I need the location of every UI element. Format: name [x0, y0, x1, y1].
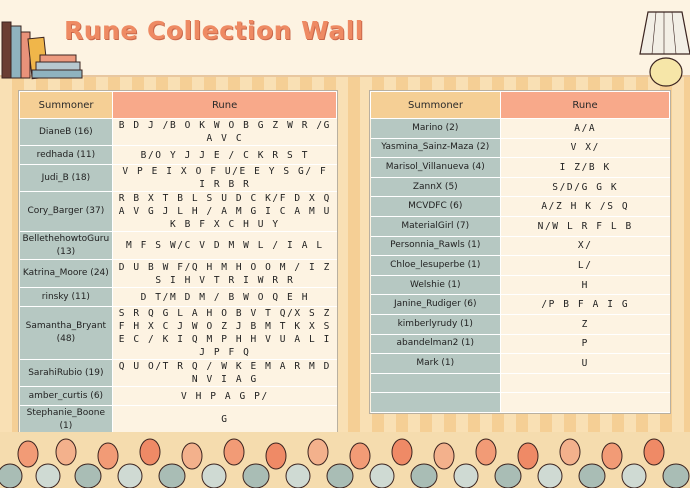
rune-cell: V X/ — [501, 138, 670, 158]
summoner-cell: Marisol_Villanueva (4) — [371, 158, 501, 178]
table-row — [371, 197, 670, 217]
table-row — [20, 387, 337, 406]
rune-cell: H — [501, 275, 670, 295]
table-row — [371, 354, 670, 374]
summoner-cell: abandelman2 (1) — [371, 334, 501, 354]
rune-cell — [501, 373, 670, 393]
summoner-cell: kimberlyrudy (1) — [371, 314, 501, 334]
rune-cell: B D J /B O K W O B G Z W R /G A V C — [113, 119, 337, 146]
table-row — [371, 275, 670, 295]
rune-cell: /P B F A I G — [501, 295, 670, 315]
table-row — [20, 307, 337, 360]
summoner-cell — [371, 373, 501, 393]
rune-cell: V H P A G P/ — [113, 387, 337, 406]
rune-cell: U — [501, 354, 670, 374]
summoner-cell: SarahiRubio (19) — [20, 360, 113, 387]
summoner-cell: Mark (1) — [371, 354, 501, 374]
table-row — [20, 146, 337, 165]
table-row — [371, 158, 670, 178]
summoner-cell: amber_curtis (6) — [20, 387, 113, 406]
table-header-row — [20, 92, 337, 119]
rune-cell — [501, 393, 670, 413]
rune-cell: Q U O/T R Q / W K E M A R M D N V I A G — [113, 360, 337, 387]
rune-cell: X/ — [501, 236, 670, 256]
summoner-cell: Marino (2) — [371, 119, 501, 139]
left-rune-table-panel — [18, 90, 338, 463]
summoner-column-header: Summoner — [20, 92, 113, 119]
table-header-row — [371, 92, 670, 119]
summoner-cell: Chloe_lesuperbe (1) — [371, 256, 501, 276]
table-row — [20, 119, 337, 146]
table-row — [371, 236, 670, 256]
right-rune-table — [370, 91, 670, 413]
summoner-cell: Personnia_Rawls (1) — [371, 236, 501, 256]
table-row — [20, 232, 337, 260]
summoner-cell: Katrina_Moore (24) — [20, 260, 113, 288]
summoner-cell: Judi_B (18) — [20, 165, 113, 192]
table-row — [371, 295, 670, 315]
rune-cell: N/W L R F L B — [501, 216, 670, 236]
summoner-cell: Welshie (1) — [371, 275, 501, 295]
right-rune-table-panel — [369, 90, 671, 414]
rune-cell: R B X T B L S U D C K/F D X Q A V G J L H / A M G I C A M U K B F X C H U Y — [113, 192, 337, 232]
table-row — [20, 406, 337, 434]
rune-cell: I Z/B K — [501, 158, 670, 178]
table-row — [20, 165, 337, 192]
summoner-cell: MCVDFC (6) — [371, 197, 501, 217]
table-row — [371, 138, 670, 158]
table-row — [371, 216, 670, 236]
rune-column-header: Rune — [501, 92, 670, 119]
lamp-icon — [638, 8, 690, 88]
summoner-cell: ZannX (5) — [371, 177, 501, 197]
table-row — [371, 119, 670, 139]
summoner-cell: redhada (11) — [20, 146, 113, 165]
table-row — [20, 192, 337, 232]
summoner-column-header: Summoner — [371, 92, 501, 119]
summoner-cell — [371, 393, 501, 413]
rune-cell: P — [501, 334, 670, 354]
summoner-cell: BellethehowtoGuru (13) — [20, 232, 113, 260]
table-row — [20, 360, 337, 387]
summoner-cell: Janine_Rudiger (6) — [371, 295, 501, 315]
summoner-cell: rinsky (11) — [20, 288, 113, 307]
rune-cell: S/D/G G K — [501, 177, 670, 197]
table-row — [371, 177, 670, 197]
summoner-cell: Samantha_Bryant (48) — [20, 307, 113, 360]
table-row — [20, 260, 337, 288]
summoner-cell: Cory_Barger (37) — [20, 192, 113, 232]
page-title: Rune Collection Wall — [64, 16, 364, 45]
summoner-cell: DianeB (16) — [20, 119, 113, 146]
rune-cell: G — [113, 406, 337, 434]
rune-cell: D T/M D M / B W O Q E H — [113, 288, 337, 307]
rune-cell: Z — [501, 314, 670, 334]
rune-cell: A/Z H K /S Q — [501, 197, 670, 217]
summoner-cell: Stephanie_Boone (1) — [20, 406, 113, 434]
rune-cell: D U B W F/Q H M H O O M / I Z S I H V T R I W R R — [113, 260, 337, 288]
table-row — [371, 256, 670, 276]
table-row — [371, 334, 670, 354]
table-row — [371, 314, 670, 334]
rune-column-header: Rune — [113, 92, 337, 119]
rune-cell: S R Q G L A H O B V T Q/X S Z F H X C J W O Z J B M T K X S E C / K I Q M P H H V U A L I J P F Q — [113, 307, 337, 360]
rune-cell: L/ — [501, 256, 670, 276]
summoner-cell: MaterialGirl (7) — [371, 216, 501, 236]
rune-cell: V P E I X O F U/E E Y S G/ F I R B R — [113, 165, 337, 192]
left-rune-table — [19, 91, 337, 462]
rune-cell: A/A — [501, 119, 670, 139]
rune-cell: M F S W/C V D M W L / I A L — [113, 232, 337, 260]
tulip-border — [0, 432, 690, 488]
table-row — [20, 288, 337, 307]
table-row — [371, 393, 670, 413]
summoner-cell: Yasmina_Sainz-Maza (2) — [371, 138, 501, 158]
table-row — [371, 373, 670, 393]
rune-cell: B/O Y J J E / C K R S T — [113, 146, 337, 165]
